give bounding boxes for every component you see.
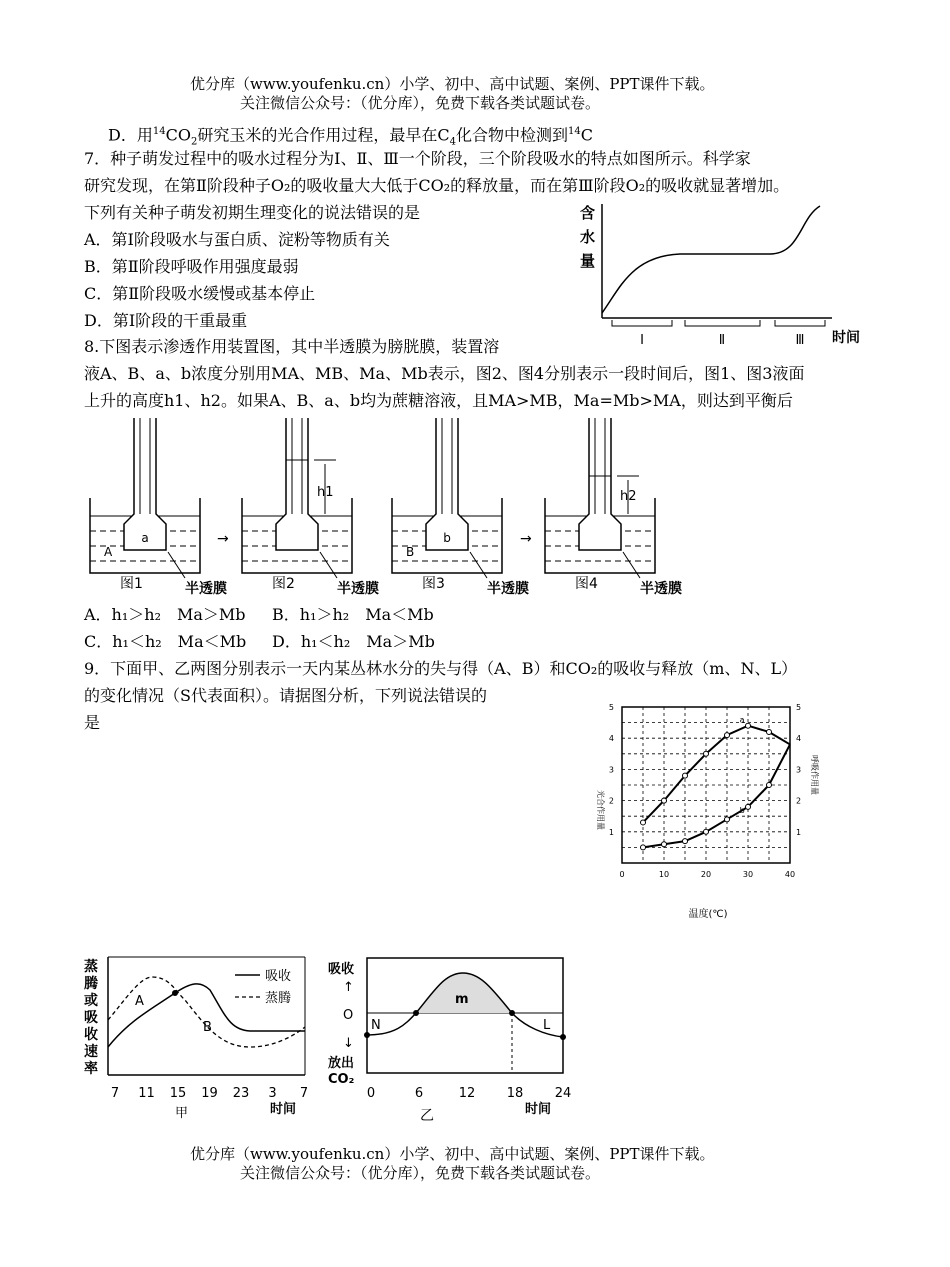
temp-ytick-left: 1	[608, 827, 614, 837]
q7-water-curve	[602, 206, 820, 313]
svg-text:↓: ↓	[343, 1036, 354, 1051]
temp-ytick-right: 2	[796, 796, 802, 806]
yi-xtick: 0	[366, 1086, 376, 1101]
temp-point	[683, 773, 688, 778]
temp-ytick-left: 5	[608, 703, 614, 712]
yi-xlabel: 时间	[525, 1102, 552, 1117]
yi-ylabel-top: 吸收	[328, 962, 355, 977]
temp-xtick: 20	[700, 870, 712, 879]
q7-option-a: A．第Ⅰ阶段吸水与蛋白质、淀粉等物质有关	[84, 230, 390, 249]
q7-stem-2: 研究发现，在第Ⅱ阶段种子O₂的吸收量大大低于CO₂的释放量，而在第Ⅲ阶段O₂的吸收就显著增加。	[84, 176, 790, 195]
temperature-chart	[590, 695, 820, 930]
q8-osmosis-figures	[80, 418, 700, 603]
yi-xtick: 6	[414, 1086, 424, 1101]
yi-region-l: L	[543, 1018, 551, 1033]
q7-option-b: B．第Ⅱ阶段呼吸作用强度最弱	[84, 257, 299, 276]
q8-fig2-h: h1	[317, 485, 334, 500]
jia-legend-absorb: 吸收	[265, 969, 292, 984]
jia-ylabel-char: 吸	[84, 1010, 98, 1026]
yi-region-m: m	[455, 992, 469, 1007]
q8-arrow-2: →	[520, 531, 532, 547]
q8-fig3-inner: b	[443, 531, 451, 545]
jia-xtick: 19	[201, 1086, 218, 1101]
q7-ylabel-1: 含	[580, 204, 596, 222]
q8-fig2-membrane: 半透膜	[337, 581, 379, 597]
temp-point	[746, 723, 751, 728]
jia-ylabel-char: 率	[84, 1061, 98, 1077]
temp-ytick-right: 4	[796, 734, 802, 744]
yi-xtick: 24	[554, 1086, 572, 1101]
jia-xlabel: 时间	[270, 1102, 297, 1117]
temp-ylabel-left: 光合作用量	[596, 790, 605, 830]
temp-series-label: b	[739, 806, 745, 816]
yi-xtick: 18	[506, 1086, 524, 1101]
temp-ytick-left: 4	[608, 734, 614, 744]
q8-fig4	[545, 418, 682, 597]
temp-xtick: 30	[742, 870, 754, 879]
header-line-2: 关注微信公众号：（优分库），免费下载各类试题试卷。	[240, 94, 601, 112]
temp-point	[683, 839, 688, 844]
q8-fig3	[392, 418, 529, 597]
jia-ylabel-char: 或	[84, 993, 98, 1009]
temp-xtick: 10	[658, 870, 670, 879]
jia-ylabel-char: 蒸	[84, 959, 98, 975]
q8-option-d: D．h₁＜h₂ Ma＞Mb	[272, 632, 435, 651]
q9-stem-2: 的变化情况（S代表面积）。请据图分析，下列说法错误的	[84, 686, 487, 705]
temp-point	[767, 783, 772, 788]
jia-xtick: 7	[110, 1086, 120, 1101]
q8-stem-2: 液A、B、a、b浓度分别用MA、MB、Ma、Mb表示，图2、图4分别表示一段时间后，图1、图3液面	[84, 364, 805, 383]
q8-option-b: B．h₁＞h₂ Ma＜Mb	[272, 605, 434, 624]
jia-title: 甲	[175, 1106, 189, 1121]
temp-ytick-right: 1	[796, 827, 802, 837]
jia-ylabel-char: 腾	[84, 976, 98, 992]
q8-fig1-membrane: 半透膜	[185, 581, 227, 597]
q6-option-d: D．用$^{14}CO_2$研究玉米的光合作用过程，最早在$C_4$化合物中检测到$^{14}$C	[108, 125, 593, 148]
q7-stem-1: 7．种子萌发过程中的吸水过程分为Ⅰ、Ⅱ、Ⅲ一个阶段，三个阶段吸水的特点如图所示。科学家	[84, 149, 751, 168]
q7-stem-3: 下列有关种子萌发初期生理变化的说法错误的是	[84, 203, 421, 222]
q7-stage-2: Ⅱ	[718, 333, 726, 348]
q8-option-a: A．h₁＞h₂ Ma＞Mb	[84, 605, 246, 624]
temp-ytick-left: 2	[608, 796, 614, 806]
yi-ylabel-bottom2: CO₂	[328, 1072, 355, 1087]
yi-ylabel-bottom: 放出	[328, 1056, 355, 1071]
jia-ylabel-char: 速	[84, 1044, 98, 1060]
temp-series-line	[643, 726, 790, 823]
jia-xtick: 3	[268, 1086, 277, 1101]
q7-brace-2	[685, 320, 760, 326]
temp-ylabel-right: 呼吸作用量	[810, 755, 819, 795]
jia-ylabel-char: 收	[84, 1027, 98, 1043]
jia-legend-transp: 蒸腾	[265, 991, 292, 1006]
q8-stem-3: 上升的高度h1、h2。如果A、B、a、b均为蔗糖溶液，且MA>MB，Ma=Mb>MA，则达到平衡后	[84, 391, 793, 410]
temp-point	[662, 842, 667, 847]
q8-option-c: C．h₁＜h₂ Ma＜Mb	[84, 632, 247, 651]
yi-region-n: N	[371, 1018, 381, 1033]
q8-fig3-outer: B	[406, 545, 415, 559]
temp-point	[746, 804, 751, 809]
q7-ylabel-2: 水	[580, 228, 596, 246]
q8-fig1	[90, 418, 227, 597]
temp-xtick: 40	[784, 870, 796, 879]
q7-ylabel-3: 量	[580, 252, 596, 270]
q7-brace-3	[775, 320, 825, 326]
q8-stem-1: 8.下图表示渗透作用装置图，其中半透膜为膀胱膜，装置溶	[84, 337, 500, 356]
q7-xlabel: 时间	[832, 330, 860, 346]
svg-text:↑: ↑	[343, 980, 354, 995]
q7-option-c: C．第Ⅱ阶段吸水缓慢或基本停止	[84, 284, 316, 303]
yi-xtick: 12	[458, 1086, 476, 1101]
q8-fig2	[242, 418, 379, 597]
footer-line-2: 关注微信公众号：（优分库），免费下载各类试题试卷。	[240, 1164, 601, 1182]
temp-point	[641, 845, 646, 850]
q8-arrow-1: →	[217, 531, 229, 547]
q9-stem-3: 是	[84, 713, 101, 732]
jia-xtick: 7	[299, 1086, 309, 1101]
temp-ytick-right: 5	[796, 703, 802, 712]
jia-region-b: B	[203, 1020, 212, 1035]
temp-xtick: 0	[619, 870, 625, 879]
jia-xtick: 15	[169, 1086, 187, 1101]
footer-line-1: 优分库（www.youfenku.cn）小学、初中、高中试题、案例、PPT课件下载。	[190, 1145, 715, 1163]
q8-fig4-h: h2	[620, 489, 637, 504]
q8-fig1-label: 图1	[120, 576, 143, 592]
q8-fig1-outer: A	[104, 545, 113, 559]
yi-zero-label: O	[343, 1008, 354, 1023]
q8-fig4-membrane: 半透膜	[640, 581, 682, 597]
temp-point	[704, 829, 709, 834]
q8-fig3-membrane: 半透膜	[487, 581, 529, 597]
temp-xlabel: 温度(℃)	[688, 909, 728, 920]
temp-ytick-left: 3	[608, 765, 614, 775]
yi-chart	[325, 955, 580, 1125]
temp-point	[704, 751, 709, 756]
q9-stem-1: 9．下面甲、乙两图分别表示一天内某丛林水分的失与得（A、B）和CO₂的吸收与释放（m、N、L）	[84, 659, 798, 678]
q8-fig3-label: 图3	[422, 576, 445, 592]
q8-fig1-inner: a	[141, 531, 149, 545]
temp-point	[641, 820, 646, 825]
temp-point	[725, 817, 730, 822]
jia-chart	[80, 955, 320, 1125]
jia-xtick: 11	[138, 1086, 155, 1101]
q7-stage-1: Ⅰ	[640, 333, 644, 348]
q7-option-d: D．第Ⅰ阶段的干重最重	[84, 311, 248, 330]
q7-stage-3: Ⅲ	[795, 333, 805, 348]
temp-point	[767, 729, 772, 734]
temp-point	[725, 733, 730, 738]
temp-ytick-right: 3	[796, 765, 802, 775]
q7-water-figure	[570, 198, 870, 348]
temp-series-label: a	[739, 715, 745, 725]
q7-brace-1	[612, 320, 672, 326]
q8-fig4-label: 图4	[575, 576, 598, 592]
jia-region-a: A	[135, 994, 144, 1009]
jia-xtick: 23	[232, 1086, 250, 1101]
q8-fig2-label: 图2	[272, 576, 295, 592]
yi-title: 乙	[420, 1108, 434, 1124]
temp-point	[662, 798, 667, 803]
header-line-1: 优分库（www.youfenku.cn）小学、初中、高中试题、案例、PPT课件下载。	[190, 75, 715, 93]
